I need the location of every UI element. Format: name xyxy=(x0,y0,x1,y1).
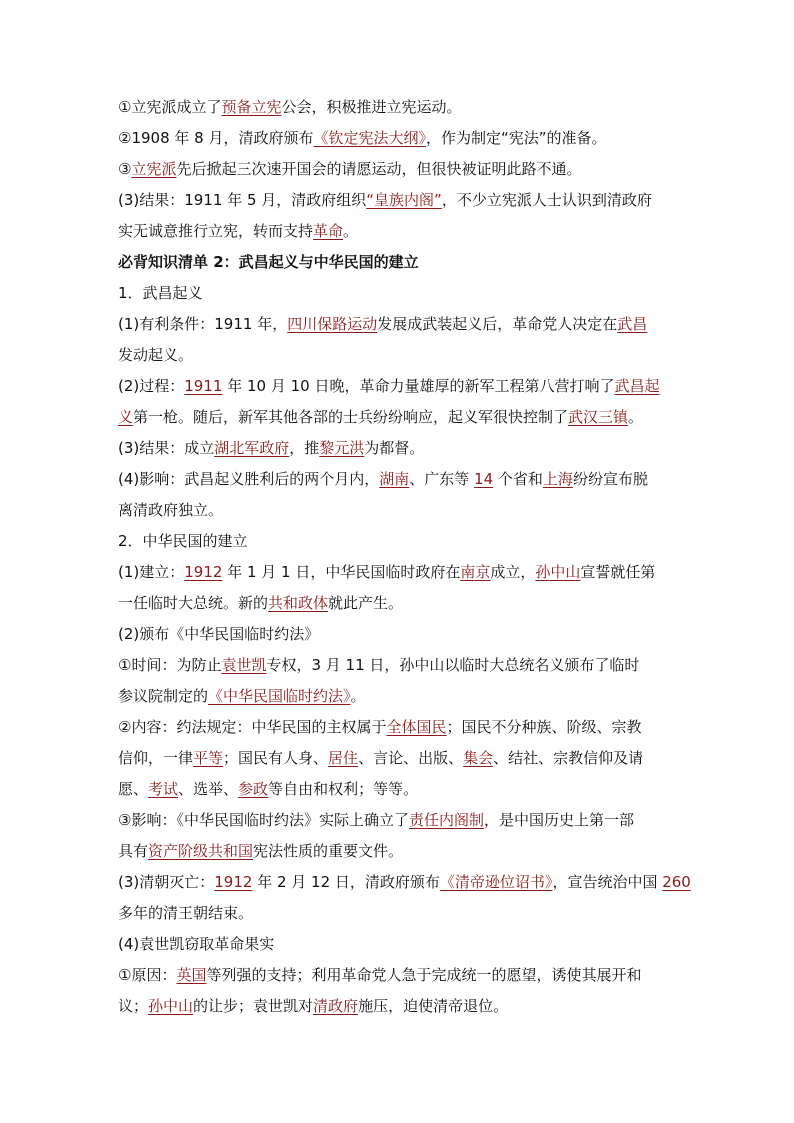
keyword-answer: 武昌 xyxy=(617,315,648,333)
keyword-answer: 湖北军政府 xyxy=(214,439,290,457)
text-segment: 愿、 xyxy=(118,780,149,798)
keyword-answer: 集会 xyxy=(463,749,494,767)
text-line xyxy=(118,340,684,371)
text-line xyxy=(118,495,684,526)
text-segment: ③ xyxy=(118,160,132,178)
text-segment: 离清政府独立。 xyxy=(118,501,224,519)
keyword-answer: 14 xyxy=(474,470,494,488)
keyword-answer: 资产阶级共和国 xyxy=(148,842,254,860)
keyword-answer: 孙中山 xyxy=(148,997,194,1015)
text-segment: ①原因： xyxy=(118,966,177,984)
text-segment: 具有 xyxy=(118,842,149,860)
text-segment: 发动起义。 xyxy=(118,346,194,364)
text-segment: 年 2 月 12 日，清政府颁布 xyxy=(252,873,440,891)
keyword-answer: 1912 xyxy=(214,873,253,891)
text-segment: (2)颁布《中华民国临时约法》 xyxy=(118,625,320,643)
keyword-answer: 南京 xyxy=(460,563,491,581)
text-segment: 为都督。 xyxy=(364,439,425,457)
text-line xyxy=(118,898,684,929)
keyword-answer: 1912 xyxy=(184,563,223,581)
keyword-answer: 黎元洪 xyxy=(319,439,365,457)
text-segment: (3)结果：成立 xyxy=(118,439,215,457)
text-segment: 发展成武装起义后，革命党人决定在 xyxy=(377,315,618,333)
text-segment: 。 xyxy=(628,408,644,426)
keyword-answer: 《清帝逊位诏书》 xyxy=(439,873,553,891)
text-segment: 2．中华民国的建立 xyxy=(118,532,248,550)
text-segment: 等列强的支持；利用革命党人急于完成统一的愿望，诱使其展开和 xyxy=(206,966,642,984)
text-segment: (4)袁世凯窃取革命果实 xyxy=(118,935,275,953)
keyword-answer: 260 xyxy=(662,873,691,891)
keyword-answer: 武昌起 xyxy=(614,377,660,395)
keyword-answer: 考试 xyxy=(148,780,179,798)
keyword-answer: 参政 xyxy=(238,780,269,798)
keyword-answer: 《中华民国临时约法》 xyxy=(208,687,351,705)
text-line xyxy=(118,92,684,123)
text-segment: (3)清朝灭亡： xyxy=(118,873,215,891)
keyword-answer: 上海 xyxy=(542,470,573,488)
text-line xyxy=(118,371,684,402)
text-segment: ①立宪派成立了 xyxy=(118,98,222,116)
text-segment: 宣誓就任第 xyxy=(580,563,656,581)
text-line xyxy=(118,929,684,960)
text-line xyxy=(118,433,684,464)
text-segment: 宪法性质的重要文件。 xyxy=(253,842,404,860)
keyword-answer: 湖南 xyxy=(379,470,410,488)
keyword-answer: 立宪派 xyxy=(131,160,177,178)
text-segment: 个省和 xyxy=(493,470,543,488)
document-body xyxy=(118,92,691,1022)
text-line xyxy=(118,960,684,991)
text-line xyxy=(118,805,684,836)
text-segment: ；国民不分种族、阶级、宗教 xyxy=(446,718,642,736)
keyword-answer: 清政府 xyxy=(313,997,359,1015)
keyword-answer: 袁世凯 xyxy=(221,656,267,674)
text-line xyxy=(118,650,684,681)
keyword-answer: 责任内阁制 xyxy=(408,811,484,829)
section-heading xyxy=(118,247,684,278)
text-segment: ①时间：为防止 xyxy=(118,656,222,674)
text-segment: 年 1 月 1 日，中华民国临时政府在 xyxy=(222,563,461,581)
keyword-answer: 共和政体 xyxy=(268,594,329,612)
text-segment: ；国民有人身、 xyxy=(223,749,329,767)
text-line xyxy=(118,526,684,557)
text-segment: 的让步；袁世凯对 xyxy=(193,997,314,1015)
text-segment: (1)有利条件：1911 年， xyxy=(118,315,288,333)
text-segment: 、选举、 xyxy=(178,780,239,798)
text-segment: 年 10 月 10 日晚，革命力量雄厚的新军工程第八营打响了 xyxy=(222,377,615,395)
keyword-answer: 武汉三镇 xyxy=(568,408,629,426)
text-segment: ，宣告统治中国 xyxy=(552,873,663,891)
keyword-answer: 居住 xyxy=(328,749,359,767)
text-segment: 实无诚意推行立宪，转而支持 xyxy=(118,222,314,240)
keyword-answer: 义 xyxy=(118,408,134,426)
text-segment: 。 xyxy=(343,222,359,240)
text-line xyxy=(118,836,684,867)
text-line xyxy=(118,185,684,216)
text-segment: 。 xyxy=(350,687,366,705)
keyword-answer: 平等 xyxy=(193,749,224,767)
text-segment: ，推 xyxy=(289,439,320,457)
text-segment: (1)建立： xyxy=(118,563,185,581)
keyword-answer: 四川保路运动 xyxy=(287,315,378,333)
keyword-answer: 孙中山 xyxy=(535,563,581,581)
text-segment: 信仰，一律 xyxy=(118,749,194,767)
text-segment: 成立， xyxy=(490,563,536,581)
text-segment: 先后掀起三次速开国会的请愿运动，但很快被证明此路不通。 xyxy=(176,160,582,178)
text-segment: 、结社、宗教信仰及请 xyxy=(493,749,644,767)
text-segment: 一任临时大总统。新的 xyxy=(118,594,269,612)
keyword-answer: 英国 xyxy=(176,966,207,984)
text-segment: 施压，迫使清帝退位。 xyxy=(358,997,509,1015)
text-segment: 纷纷宣布脱 xyxy=(572,470,648,488)
text-line xyxy=(118,743,684,774)
text-line xyxy=(118,154,684,185)
text-segment: ③影响：《中华民国临时约法》实际上确立了 xyxy=(118,811,409,829)
text-segment: 必背知识清单 2：武昌起义与中华民国的建立 xyxy=(118,253,419,271)
text-segment: 多年的清王朝结束。 xyxy=(118,904,254,922)
text-segment: 公会，积极推进立宪运动。 xyxy=(281,98,462,116)
text-line xyxy=(118,774,684,805)
text-segment: 参议院制定的 xyxy=(118,687,209,705)
text-segment: (2)过程： xyxy=(118,377,185,395)
text-segment: ，作为制定“宪法”的准备。 xyxy=(426,129,607,147)
text-line xyxy=(118,464,684,495)
text-segment: 议； xyxy=(118,997,149,1015)
text-segment: 、广东等 xyxy=(409,470,475,488)
text-segment: 就此产生。 xyxy=(328,594,404,612)
text-line xyxy=(118,991,684,1022)
text-line xyxy=(118,123,684,154)
text-line xyxy=(118,309,684,340)
text-line xyxy=(118,588,684,619)
keyword-answer: 1911 xyxy=(184,377,223,395)
text-line xyxy=(118,402,684,433)
keyword-answer: 预备立宪 xyxy=(221,98,282,116)
text-segment: ②内容：约法规定：中华民国的主权属于 xyxy=(118,718,387,736)
text-line xyxy=(118,557,684,588)
text-segment: ，不少立宪派人士认识到清政府 xyxy=(441,191,652,209)
text-segment: (3)结果：1911 年 5 月，清政府组织 xyxy=(118,191,367,209)
text-segment: ②1908 年 8 月，清政府颁布 xyxy=(118,129,314,147)
keyword-answer: 全体国民 xyxy=(386,718,447,736)
text-line xyxy=(118,619,684,650)
text-segment: 专权，3 月 11 日，孙中山以临时大总统名义颁布了临时 xyxy=(266,656,640,674)
text-segment: 等自由和权利；等等。 xyxy=(268,780,419,798)
text-segment: 、言论、出版、 xyxy=(358,749,464,767)
text-segment: 1．武昌起义 xyxy=(118,284,203,302)
text-line xyxy=(118,712,684,743)
keyword-answer: “皇族内阁” xyxy=(366,191,442,209)
keyword-answer: 革命 xyxy=(313,222,344,240)
text-segment: 第一枪。随后，新军其他各部的士兵纷纷响应，起义军很快控制了 xyxy=(133,408,569,426)
text-line xyxy=(118,681,684,712)
text-segment: ，是中国历史上第一部 xyxy=(483,811,634,829)
text-line xyxy=(118,867,691,898)
text-line xyxy=(118,278,684,309)
text-line xyxy=(118,216,684,247)
text-segment: (4)影响：武昌起义胜利后的两个月内， xyxy=(118,470,380,488)
keyword-answer: 《钦定宪法大纲》 xyxy=(313,129,426,147)
